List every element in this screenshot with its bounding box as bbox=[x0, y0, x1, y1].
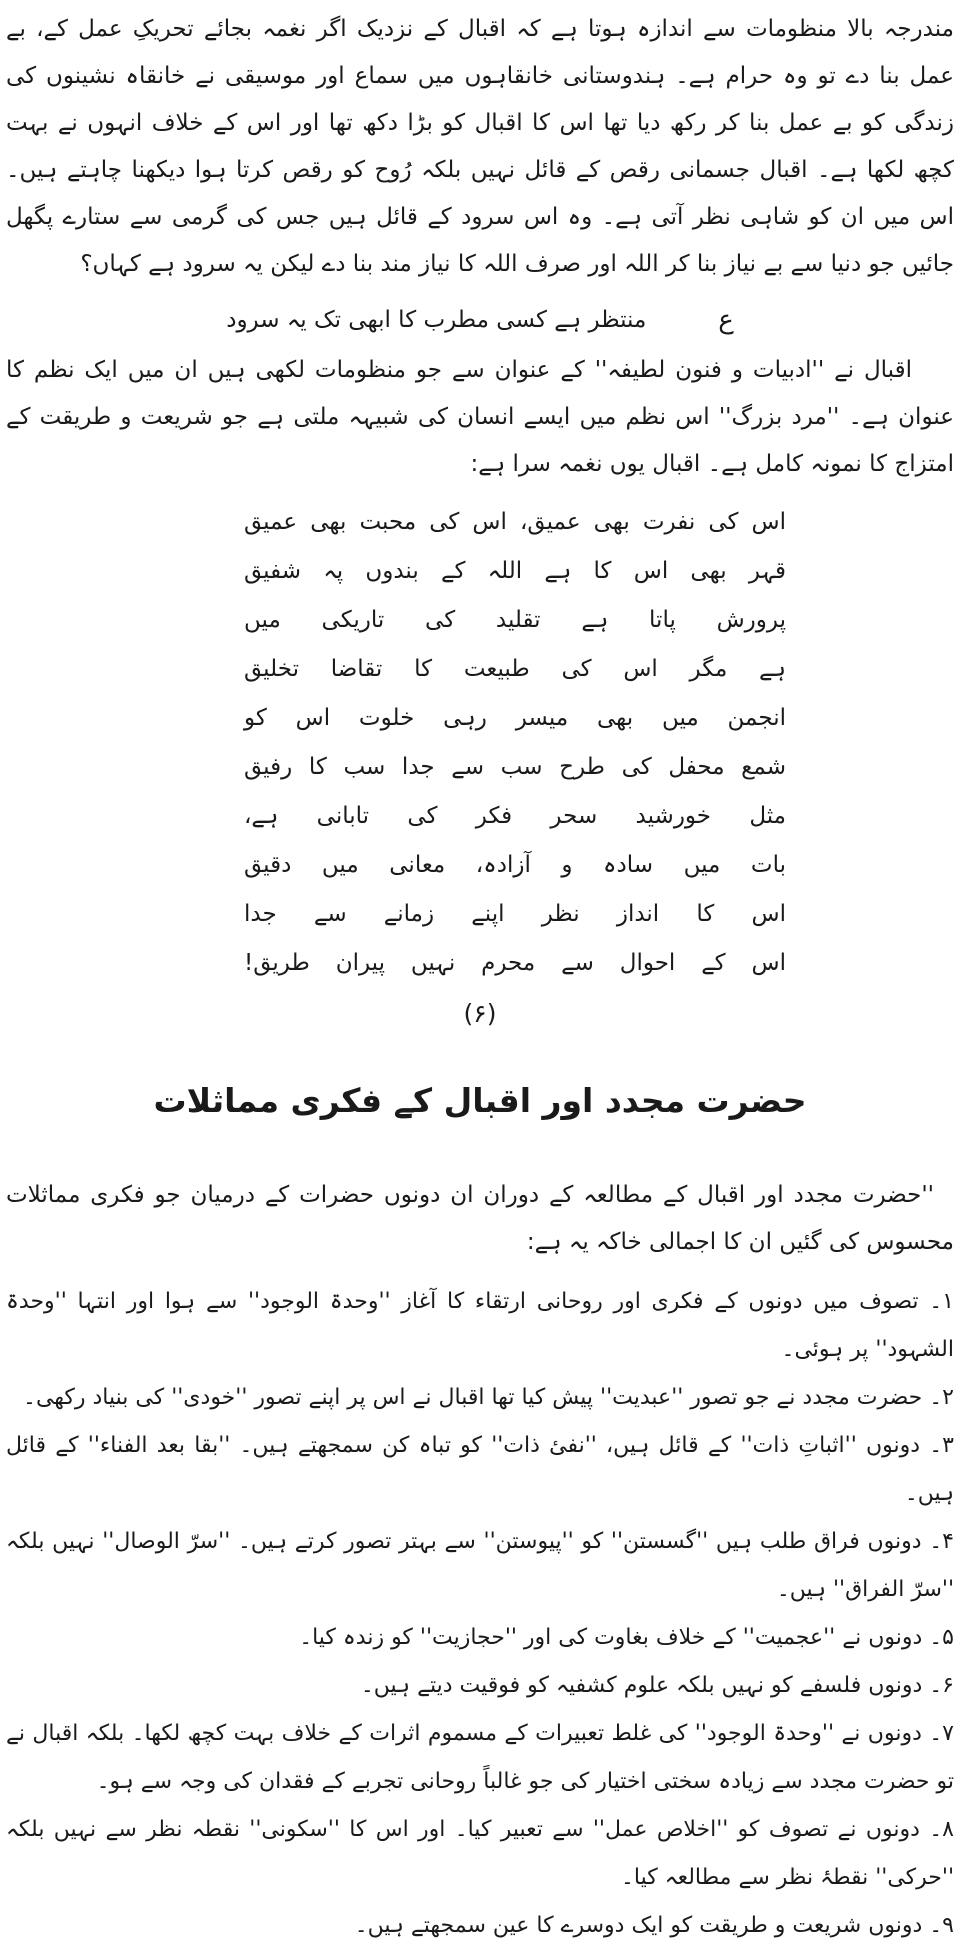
poem-line: اس کا انداز نظر اپنے زمانے سے جدا bbox=[244, 901, 786, 927]
list-item: ۱۔ تصوف میں دونوں کے فکری اور روحانی ارتقاء کا آغاز ''وحدۃ الوجود'' سے ہوا اور انتہا ''وحدۃ الشہود'' پر ہوئی۔ bbox=[6, 1289, 954, 1362]
list-item: ۲۔ حضرت مجدد نے جو تصور ''عبدیت'' پیش کیا تھا اقبال نے اس پر اپنے تصور ''خودی'' کی بنیاد رکھی۔ bbox=[23, 1385, 954, 1410]
poem-line: انجمن میں بھی میسر رہی خلوت اس کو bbox=[244, 705, 786, 731]
list-item: ۷۔ دونوں نے ''وحدۃ الوجود'' کی غلط تعبیرات کے مسموم اثرات کے خلاف بہت کچھ لکھا۔ بلکہ اقبال نے تو حضرت مجدد سے زیادہ سختی اختیار کی جو غالباً روحانی تجربے کے فقدان کی وجہ سے ہو۔ bbox=[6, 1721, 954, 1794]
list-item: ۶۔ دونوں فلسفے کو نہیں بلکہ علوم کشفیہ کو فوقیت دیتے ہیں۔ bbox=[360, 1673, 954, 1698]
list-item: ۵۔ دونوں نے ''عجمیت'' کے خلاف بغاوت کی اور ''حجازیت'' کو زندہ کیا۔ bbox=[299, 1625, 954, 1650]
intro-paragraph: مندرجہ بالا منظومات سے اندازہ ہوتا ہے کہ اقبال کے نزدیک اگر نغمہ بجائے تحریکِ عمل کے، بے عمل بنا دے تو وہ حرام ہے۔ ہندوستانی خانقاہوں میں سماع اور موسیقی نے خانقاہ نشینوں کی زندگی کو بے عمل بنا کر رکھ دیا تھا اس کا اقبال کو بڑا دکھ تھا اور اس کے خلاف انہوں نے بہت کچھ لکھا ہے۔ اقبال جسمانی رقص کے قائل نہیں بلکہ رُوح کو رقص کرتا ہوا دیکھنا چاہتے ہیں۔ اس میں ان کو شاہی نظر آتی ہے۔ وہ اس سرود کے قائل ہیں جس کی گرمی سے ستارے پگھل جائیں جو دنیا سے بے نیاز بنا کر اللہ اور صرف اللہ کا نیاز مند بنا دے لیکن یہ سرود ہے کہاں؟ bbox=[6, 16, 954, 277]
verse-marker: ع bbox=[718, 304, 734, 335]
list-item: ۹۔ دونوں شریعت و طریقت کو ایک دوسرے کا عین سمجھتے ہیں۔ bbox=[354, 1913, 954, 1938]
list-item: ۳۔ دونوں ''اثباتِ ذات'' کے قائل ہیں، ''نفیٔ ذات'' کو تباہ کن سمجھتے ہیں۔ ''بقا بعد الفناء'' کے قائل ہیں۔ bbox=[6, 1433, 954, 1506]
poem-line: شمع محفل کی طرح سب سے جدا سب کا رفیق bbox=[244, 754, 786, 780]
footnote-number: (۶) bbox=[463, 999, 497, 1028]
poem-line: پرورش پاتا ہے تقلید کی تاریکی میں bbox=[244, 607, 786, 633]
poem-line: قہر بھی اس کا ہے اللہ کے بندوں پہ شفیق bbox=[244, 558, 786, 584]
poem-line: ہے مگر اس کی طبیعت کا تقاضا تخلیق bbox=[244, 656, 786, 682]
poem-line: مثل خورشید سحر فکر کی تابانی ہے، bbox=[244, 803, 786, 829]
similarities-list bbox=[6, 1278, 954, 1950]
poem-intro-paragraph: اقبال نے ''ادبیات و فنون لطیفہ'' کے عنوان سے جو منظومات لکھی ہیں ان میں ایک نظم کا عنوان ہے۔ ''مرد بزرگ'' اس نظم میں ایسے انسان کی شبیہہ ملتی ہے جو شریعت و طریقت کے امتزاج کا نمونہ کامل ہے۔ اقبال یوں نغمہ سرا ہے: bbox=[6, 357, 954, 477]
verse-line bbox=[6, 296, 954, 343]
poem-line: بات میں سادہ و آزادہ، معانی میں دقیق bbox=[244, 852, 786, 878]
section-heading: حضرت مجدد اور اقبال کے فکری مماثلات bbox=[153, 1081, 807, 1120]
section-intro-paragraph: ''حضرت مجدد اور اقبال کے مطالعہ کے دوران ان دونوں حضرات کے درمیان جو فکری مماثلات محسوس کی گئیں ان کا اجمالی خاکہ یہ ہے: bbox=[6, 1182, 954, 1255]
list-item: ۴۔ دونوں فراق طلب ہیں ''گسستن'' کو ''پیوستن'' سے بہتر تصور کرتے ہیں۔ ''سرّ الوصال'' نہیں بلکہ ''سرّ الفراق'' ہیں۔ bbox=[6, 1529, 954, 1602]
poem-line: اس کی نفرت بھی عمیق، اس کی محبت بھی عمیق bbox=[244, 509, 786, 535]
verse-text: منتظر ہے کسی مطرب کا ابھی تک یہ سرود bbox=[226, 306, 647, 333]
poem-block bbox=[244, 498, 786, 988]
list-item: ۸۔ دونوں نے تصوف کو ''اخلاص عمل'' سے تعبیر کیا۔ اور اس کا ''سکونی'' نقطہ نظر سے نہیں بلکہ ''حرکی'' نقطۂ نظر سے مطالعہ کیا۔ bbox=[6, 1817, 954, 1890]
poem-line: اس کے احوال سے محرم نہیں پیران طریق! bbox=[244, 950, 786, 976]
